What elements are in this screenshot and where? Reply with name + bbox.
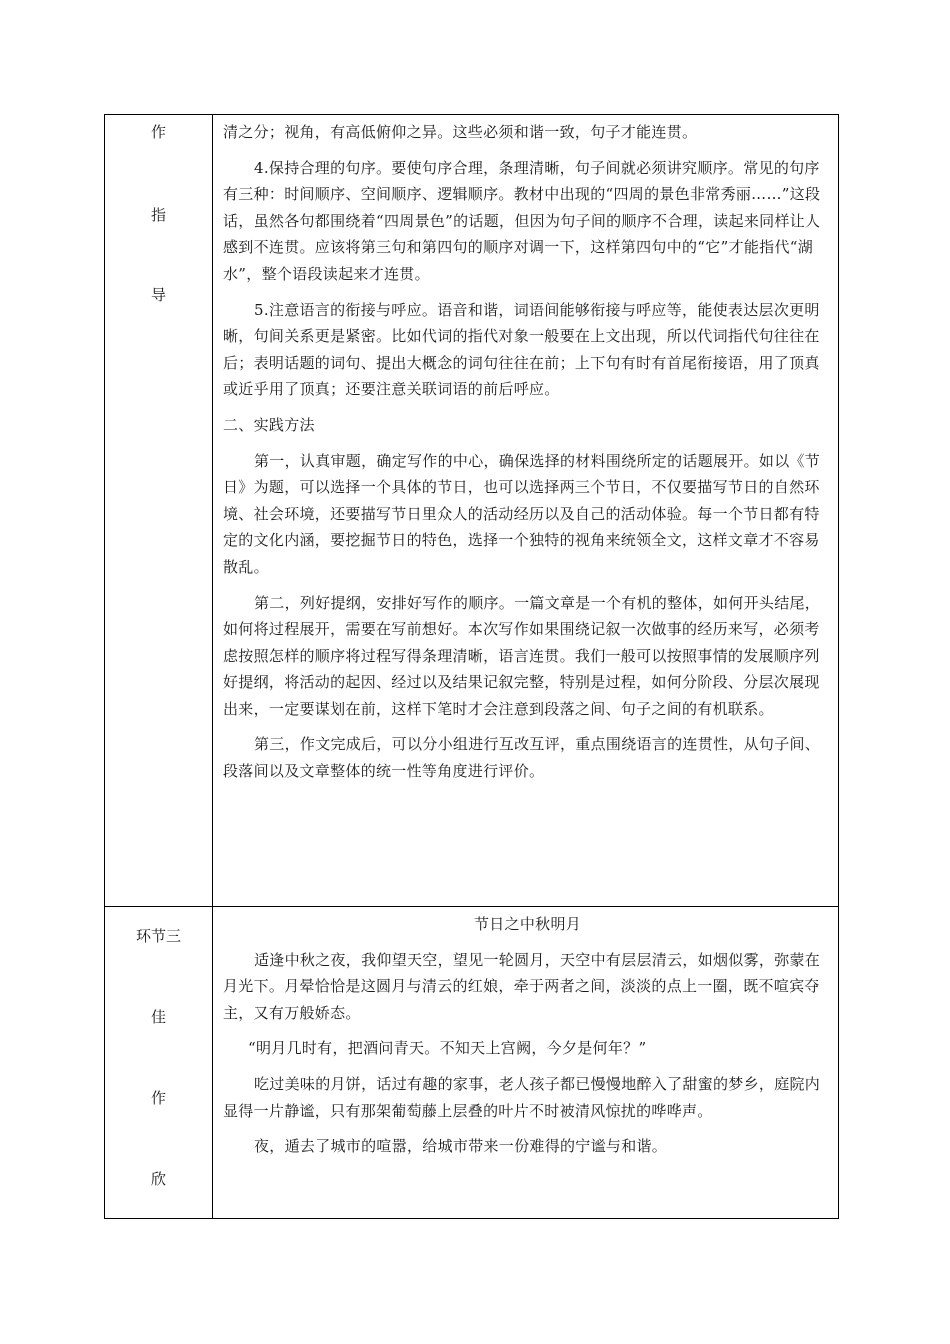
label-char: 指 bbox=[150, 206, 166, 224]
paragraph: 5.注意语言的衔接与呼应。语音和谐，词语间能够衔接与呼应等，能使表达层次更明晰，句间关系更是紧密。比如代词的指代对象一般要在上文出现，所以代词指代句往往在后；表明话题的词句、提出大概念的词句往往在前；上下句有时有首尾衔接语，用了顶真或近乎用了顶真；还要注意关联词语的前后呼应。 bbox=[223, 300, 820, 399]
label-char: 佳 bbox=[150, 1008, 166, 1026]
paragraph: 清之分；视角，有高低俯仰之异。这些必须和谐一致，句子才能连贯。 bbox=[223, 123, 698, 141]
section-row-writing-guidance bbox=[105, 115, 839, 907]
paragraph: 夜，遁去了城市的喧嚣，给城市带来一份难得的宁谧与和谐。 bbox=[254, 1137, 668, 1156]
paragraph: 适逢中秋之夜，我仰望天空，望见一轮圆月，天空中有层层清云，如烟似雾，弥蒙在月光下。月晕恰恰是这圆月与清云的红娘，牵于两者之间，淡淡的点上一圈，既不喧宾夺主，又有万般娇态。 bbox=[223, 950, 821, 1022]
paragraph: 吃过美味的月饼，话过有趣的家事，老人孩子都已慢慢地醉入了甜蜜的梦乡，庭院内显得一片静谧，只有那架葡萄藤上层叠的叶片不时被清风惊扰的哗哗声。 bbox=[223, 1074, 821, 1120]
paragraph: 4.保持合理的句序。要使句序合理，条理清晰，句子间就必须讲究顺序。常见的句序有三种：时间顺序、空间顺序、逻辑顺序。教材中出现的“四周的景色非常秀丽……”这段话，虽然各句都围绕着“四周景色”的话题，但因为句子间的顺序不合理，读起来同样让人感到不连贯。应该将第三句和第四句的顺序对调一下，这样第四句中的“它”才能指代“湖水”，整个语段读起来才连贯。 bbox=[223, 158, 821, 283]
section-heading: 二、实践方法 bbox=[223, 415, 315, 434]
quote-paragraph: “明月几时有，把酒问青天。不知天上宫阙，今夕是何年？” bbox=[248, 1039, 647, 1058]
label-char: 导 bbox=[150, 286, 166, 304]
section-content-cell bbox=[213, 115, 839, 907]
paragraph: 第一，认真审题，确定写作的中心，确保选择的材料围绕所定的话题展开。如以《节日》为题，可以选择一个具体的节日，也可以选择两三个节日，不仅要描写节日的自然环境、社会环境，还要描写节日里众人的活动经历以及自己的活动体验。每一个节日都有特定的文化内涵，要挖掘节日的特色，选择一个独特的视角来统领全文，这样文章才不容易散乱。 bbox=[223, 451, 821, 576]
section-row-essay-appreciation bbox=[105, 907, 839, 1219]
lesson-table bbox=[104, 114, 839, 1219]
label-char: 欣 bbox=[150, 1170, 166, 1188]
label-char: 环节三 bbox=[135, 927, 181, 945]
paragraph: 第三，作文完成后，可以分小组进行互改互评，重点围绕语言的连贯性，从句子间、段落间以及文章整体的统一性等角度进行评价。 bbox=[223, 735, 821, 781]
section-content-cell bbox=[213, 907, 839, 1219]
essay-title: 节日之中秋明月 bbox=[473, 915, 582, 933]
section-label-cell bbox=[105, 907, 213, 1219]
section-label-cell bbox=[105, 115, 213, 907]
label-char: 作 bbox=[150, 123, 166, 141]
paragraph: 第二，列好提纲，安排好写作的顺序。一篇文章是一个有机的整体，如何开头结尾，如何将过程展开，需要在写前想好。本次写作如果围绕记叙一次做事的经历来写，必须考虑按照怎样的顺序将过程写得条理清晰，语言连贯。我们一般可以按照事情的发展顺序列好提纲，将活动的起因、经过以及结果记叙完整，特别是过程，如何分阶段、分层次展现出来，一定要谋划在前，这样下笔时才会注意到段落之间、句子之间的有机联系。 bbox=[223, 593, 821, 718]
label-char: 作 bbox=[150, 1089, 166, 1107]
